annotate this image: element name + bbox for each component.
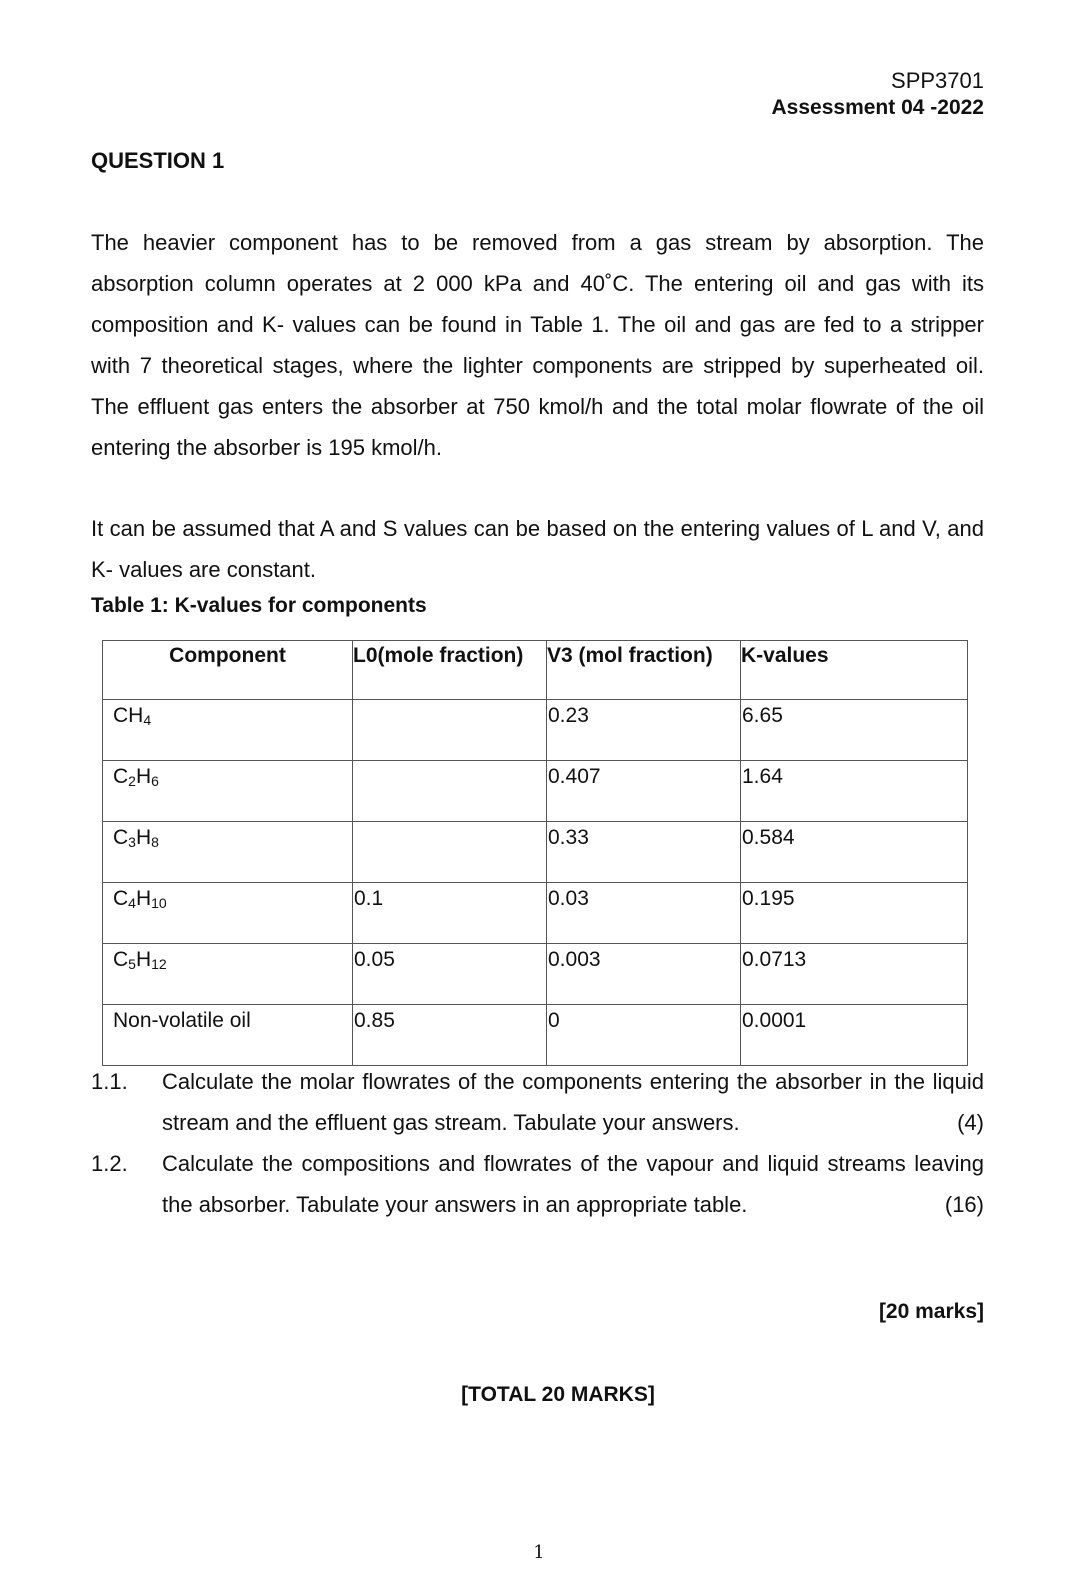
formula-part: H [135, 948, 152, 971]
subquestion-marks: (16) [944, 1192, 984, 1217]
formula-subscript: 4 [143, 712, 152, 728]
formula-subscript: 6 [151, 773, 159, 789]
subquestion-number: 1.2. [91, 1151, 128, 1176]
table-header-row [103, 641, 968, 700]
v3-cell: 0 [547, 1005, 741, 1066]
formula-subscript: 10 [151, 895, 167, 911]
component-cell [103, 761, 353, 822]
table-caption: Table 1: K-values for components [91, 594, 427, 617]
l0-cell [353, 822, 547, 883]
total-marks: [TOTAL 20 MARKS] [461, 1383, 655, 1406]
v3-cell: 0.407 [547, 761, 741, 822]
formula-subscript: 5 [128, 956, 136, 972]
k-value-cell: 1.64 [741, 761, 968, 822]
component-cell [103, 822, 353, 883]
header-v3: V3 (mol fraction) [547, 641, 741, 700]
l0-cell: 0.85 [353, 1005, 547, 1066]
k-values-table [102, 640, 968, 1066]
subquestion-1-1 [91, 1061, 984, 1143]
subquestion-1-2 [91, 1143, 984, 1225]
question-title: QUESTION 1 [91, 148, 225, 173]
assessment-label: Assessment 04 -2022 [771, 96, 984, 119]
component-cell [103, 944, 353, 1005]
formula-subscript: 2 [128, 773, 136, 789]
subquestion-text: Calculate the compositions and flowrates of the vapour and liquid streams leaving the absorber. Tabulate your answers in an appropriate table. [162, 1151, 984, 1217]
table-row [103, 761, 968, 822]
k-value-cell: 0.0001 [741, 1005, 968, 1066]
page-number: 1 [533, 1542, 545, 1563]
formula-subscript: 8 [151, 834, 159, 850]
l0-cell: 0.1 [353, 883, 547, 944]
subquestion-marks: (4) [957, 1110, 984, 1135]
v3-cell: 0.003 [547, 944, 741, 1005]
k-value-cell: 0.584 [741, 822, 968, 883]
formula-subscript: 12 [151, 956, 167, 972]
v3-cell: 0.33 [547, 822, 741, 883]
formula-part: C [113, 765, 129, 788]
table-row [103, 1005, 968, 1066]
subquestion-number: 1.1. [91, 1069, 128, 1094]
header-component: Component [103, 641, 353, 700]
component-cell: Non-volatile oil [103, 1005, 353, 1066]
module-code: SPP3701 [891, 68, 984, 93]
formula-subscript: 3 [128, 834, 136, 850]
table-row [103, 822, 968, 883]
formula-part: C [113, 887, 129, 910]
question-paragraph-1: The heavier component has to be removed from a gas stream by absorption. The absorption column operates at 2 000 kPa and 40˚C. The entering oil and gas with its composition and K- values can be found in Table 1. The oil and gas are fed to a stripper with 7 theoretical stages, where the lighter components are stripped by superheated oil. The effluent gas enters the absorber at 750 kmol/h and the total molar flowrate of the oil entering the absorber is 195 kmol/h. [91, 230, 984, 460]
component-cell [103, 883, 353, 944]
v3-cell: 0.03 [547, 883, 741, 944]
v3-cell: 0.23 [547, 700, 741, 761]
k-value-cell: 0.0713 [741, 944, 968, 1005]
formula-part: H [135, 826, 152, 849]
formula-part: CH [113, 704, 144, 727]
l0-cell: 0.05 [353, 944, 547, 1005]
k-value-cell: 6.65 [741, 700, 968, 761]
subquestion-text: Calculate the molar flowrates of the components entering the absorber in the liquid stream and the effluent gas stream. Tabulate your answers. [162, 1069, 984, 1135]
table-row [103, 883, 968, 944]
formula-part: C [113, 948, 129, 971]
question-marks: [20 marks] [878, 1300, 984, 1323]
l0-cell [353, 700, 547, 761]
question-paragraph-2: It can be assumed that A and S values can be based on the entering values of L and V, and K- values are constant. [91, 516, 984, 582]
k-value-cell: 0.195 [741, 883, 968, 944]
component-cell [103, 700, 353, 761]
table-row [103, 944, 968, 1005]
l0-cell [353, 761, 547, 822]
header-l0: L0(mole fraction) [353, 641, 547, 700]
formula-part: H [135, 765, 152, 788]
header-k-values: K-values [741, 641, 968, 700]
table-row [103, 700, 968, 761]
formula-part: C [113, 826, 129, 849]
formula-part: H [135, 887, 152, 910]
formula-subscript: 4 [128, 895, 136, 911]
